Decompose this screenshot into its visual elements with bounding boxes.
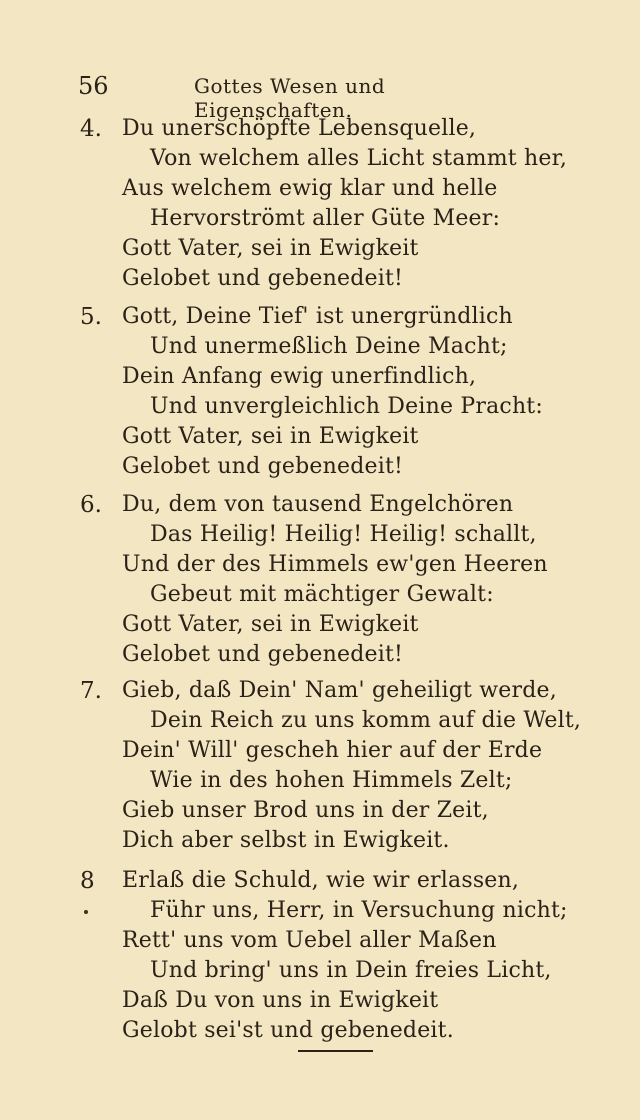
verse-line: Hervorströmt aller Güte Meer: bbox=[150, 206, 501, 231]
verse-line: Gott, Deine Tief' ist unergründlich bbox=[122, 304, 513, 329]
verse-line: Erlaß die Schuld, wie wir erlassen, bbox=[122, 868, 520, 893]
running-title: Gottes Wesen und Eigenschaften. bbox=[194, 74, 386, 122]
verse-line: Dich aber selbst in Ewigkeit. bbox=[122, 828, 450, 853]
verse-line: Und bring' uns in Dein freies Licht, bbox=[150, 958, 552, 983]
verse-line: Von welchem alles Licht stammt her, bbox=[150, 146, 568, 171]
verse-line: Gott Vater, sei in Ewigkeit bbox=[122, 612, 419, 637]
verse-number: 5. bbox=[80, 304, 102, 330]
verse-line: Gelobet und gebenedeit! bbox=[122, 266, 404, 291]
verse-line: Gelobet und gebenedeit! bbox=[122, 454, 404, 479]
verse-line: Du, dem von tausend Engelchören bbox=[122, 492, 514, 517]
end-rule bbox=[298, 1050, 373, 1052]
verse-line: Dein' Will' gescheh hier auf der Erde bbox=[122, 738, 543, 763]
verse-line: Das Heilig! Heilig! Heilig! schallt, bbox=[150, 522, 537, 547]
ink-speck bbox=[84, 910, 88, 914]
verse-line: Und unermeßlich Deine Macht; bbox=[150, 334, 508, 359]
verse-line: Gott Vater, sei in Ewigkeit bbox=[122, 236, 419, 261]
verse-number: 8 bbox=[80, 868, 95, 894]
verse-line: Und der des Himmels ew'gen Heeren bbox=[122, 552, 548, 577]
verse-number: 7. bbox=[80, 678, 102, 704]
page-header bbox=[78, 72, 490, 122]
verse-line: Rett' uns vom Uebel aller Maßen bbox=[122, 928, 497, 953]
verse-line: Führ uns, Herr, in Versuchung nicht; bbox=[150, 898, 568, 923]
verse-line: Dein Anfang ewig unerfindlich, bbox=[122, 364, 477, 389]
verse-line: Gelobet und gebenedeit! bbox=[122, 642, 404, 667]
verse-number: 6. bbox=[80, 492, 102, 518]
verse-line: Und unvergleichlich Deine Pracht: bbox=[150, 394, 543, 419]
verse-line: Gebeut mit mächtiger Gewalt: bbox=[150, 582, 494, 607]
verse-line: Wie in des hohen Himmels Zelt; bbox=[150, 768, 513, 793]
verse-line: Dein Reich zu uns komm auf die Welt, bbox=[150, 708, 582, 733]
verse-line: Gelobt sei'st und gebenedeit. bbox=[122, 1018, 454, 1043]
verse-line: Gieb, daß Dein' Nam' geheiligt werde, bbox=[122, 678, 557, 703]
verse-line: Daß Du von uns in Ewigkeit bbox=[122, 988, 439, 1013]
verse-line: Aus welchem ewig klar und helle bbox=[122, 176, 498, 201]
verse-line: Gieb unser Brod uns in der Zeit, bbox=[122, 798, 489, 823]
verse-number: 4. bbox=[80, 116, 102, 142]
verse-line: Du unerschöpfte Lebensquelle, bbox=[122, 116, 477, 141]
page-number: 56 bbox=[78, 72, 109, 100]
verse-line: Gott Vater, sei in Ewigkeit bbox=[122, 424, 419, 449]
